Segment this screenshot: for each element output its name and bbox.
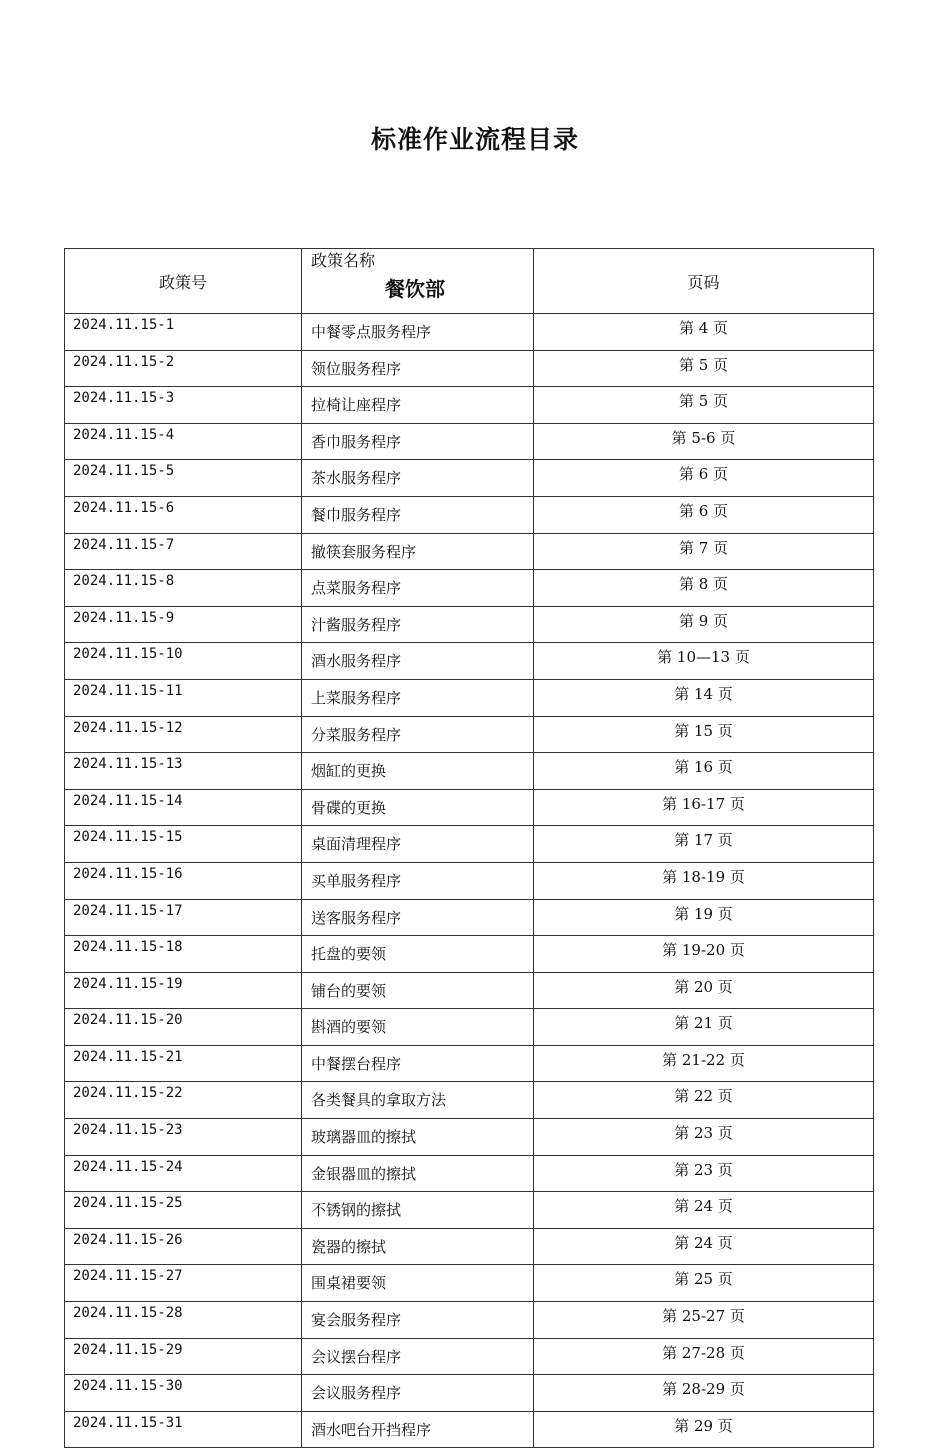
policy-name-cell: 买单服务程序 [302,862,534,899]
page-range-cell: 第 20 页 [534,972,874,1009]
policy-number-cell: 2024.11.15-12 [65,716,302,753]
policy-number-cell: 2024.11.15-3 [65,387,302,424]
policy-number-cell: 2024.11.15-19 [65,972,302,1009]
toc-table [64,248,874,1448]
policy-name-cell: 桌面清理程序 [302,826,534,863]
table-row [65,789,874,826]
table-row [65,826,874,863]
page-range-cell: 第 25 页 [534,1265,874,1302]
table-row [65,1228,874,1265]
page-range-cell: 第 28-29 页 [534,1375,874,1412]
page-range-cell: 第 9 页 [534,606,874,643]
policy-name-cell: 茶水服务程序 [302,460,534,497]
header-policy-name: 政策名称 [311,251,376,270]
table-row [65,972,874,1009]
page-range-cell: 第 6 页 [534,460,874,497]
header-policy-no: 政策号 [65,249,302,314]
policy-name-cell: 金银器皿的擦拭 [302,1155,534,1192]
table-row [65,936,874,973]
table-row [65,862,874,899]
table-row [65,679,874,716]
policy-name-cell: 分菜服务程序 [302,716,534,753]
page-range-cell: 第 7 页 [534,533,874,570]
table-row [65,496,874,533]
header-page: 页码 [534,249,874,314]
header-department: 餐饮部 [385,277,445,301]
toc-body [65,249,874,1448]
page-range-cell: 第 27-28 页 [534,1338,874,1375]
policy-name-cell: 汁酱服务程序 [302,606,534,643]
policy-name-cell: 上菜服务程序 [302,679,534,716]
policy-name-cell: 领位服务程序 [302,350,534,387]
policy-number-cell: 2024.11.15-14 [65,789,302,826]
policy-name-cell: 烟缸的更换 [302,753,534,790]
policy-name-cell: 会议摆台程序 [302,1338,534,1375]
page-range-cell: 第 17 页 [534,826,874,863]
policy-name-cell: 撤筷套服务程序 [302,533,534,570]
table-row [65,643,874,680]
page-range-cell: 第 14 页 [534,679,874,716]
table-row [65,1009,874,1046]
table-row [65,753,874,790]
policy-number-cell: 2024.11.15-31 [65,1411,302,1448]
policy-number-cell: 2024.11.15-2 [65,350,302,387]
policy-number-cell: 2024.11.15-25 [65,1192,302,1229]
policy-number-cell: 2024.11.15-8 [65,570,302,607]
page-range-cell: 第 19 页 [534,899,874,936]
policy-name-cell: 送客服务程序 [302,899,534,936]
policy-name-cell: 斟酒的要领 [302,1009,534,1046]
table-row [65,899,874,936]
page-range-cell: 第 15 页 [534,716,874,753]
policy-name-cell: 宴会服务程序 [302,1302,534,1339]
page-range-cell: 第 24 页 [534,1192,874,1229]
policy-name-cell: 香巾服务程序 [302,423,534,460]
policy-name-cell: 拉椅让座程序 [302,387,534,424]
page-range-cell: 第 29 页 [534,1411,874,1448]
policy-number-cell: 2024.11.15-20 [65,1009,302,1046]
policy-number-cell: 2024.11.15-24 [65,1155,302,1192]
policy-number-cell: 2024.11.15-4 [65,423,302,460]
policy-number-cell: 2024.11.15-6 [65,496,302,533]
table-row [65,1302,874,1339]
page-range-cell: 第 21 页 [534,1009,874,1046]
policy-number-cell: 2024.11.15-26 [65,1228,302,1265]
policy-name-cell: 酒水吧台开挡程序 [302,1411,534,1448]
page-range-cell: 第 24 页 [534,1228,874,1265]
page-range-cell: 第 25-27 页 [534,1302,874,1339]
policy-name-cell: 不锈钢的擦拭 [302,1192,534,1229]
page-title: 标准作业流程目录 [370,125,579,154]
policy-number-cell: 2024.11.15-11 [65,679,302,716]
policy-number-cell: 2024.11.15-5 [65,460,302,497]
policy-number-cell: 2024.11.15-16 [65,862,302,899]
page-range-cell: 第 10—13 页 [534,643,874,680]
table-row [65,314,874,351]
policy-number-cell: 2024.11.15-27 [65,1265,302,1302]
page-range-cell: 第 5-6 页 [534,423,874,460]
policy-name-cell: 瓷器的擦拭 [302,1228,534,1265]
policy-number-cell: 2024.11.15-29 [65,1338,302,1375]
table-row [65,606,874,643]
policy-number-cell: 2024.11.15-23 [65,1119,302,1156]
policy-name-cell: 中餐摆台程序 [302,1045,534,1082]
policy-number-cell: 2024.11.15-13 [65,753,302,790]
policy-name-cell: 餐巾服务程序 [302,496,534,533]
policy-name-cell: 会议服务程序 [302,1375,534,1412]
table-row [65,1192,874,1229]
table-row [65,533,874,570]
policy-number-cell: 2024.11.15-30 [65,1375,302,1412]
page-range-cell: 第 16 页 [534,753,874,790]
policy-name-cell: 点菜服务程序 [302,570,534,607]
policy-number-cell: 2024.11.15-28 [65,1302,302,1339]
table-row [65,387,874,424]
table-row [65,1082,874,1119]
policy-name-cell: 酒水服务程序 [302,643,534,680]
page-range-cell: 第 23 页 [534,1155,874,1192]
page-range-cell: 第 16-17 页 [534,789,874,826]
table-row [65,570,874,607]
page-range-cell: 第 21-22 页 [534,1045,874,1082]
policy-number-cell: 2024.11.15-22 [65,1082,302,1119]
table-row [65,423,874,460]
table-row [65,716,874,753]
policy-number-cell: 2024.11.15-10 [65,643,302,680]
policy-number-cell: 2024.11.15-17 [65,899,302,936]
policy-name-cell: 铺台的要领 [302,972,534,1009]
page-range-cell: 第 23 页 [534,1119,874,1156]
page-range-cell: 第 4 页 [534,314,874,351]
table-row [65,1119,874,1156]
page-range-cell: 第 19-20 页 [534,936,874,973]
page-range-cell: 第 18-19 页 [534,862,874,899]
page-range-cell: 第 6 页 [534,496,874,533]
policy-number-cell: 2024.11.15-21 [65,1045,302,1082]
policy-name-cell: 围桌裙要领 [302,1265,534,1302]
page-range-cell: 第 5 页 [534,350,874,387]
policy-name-cell: 骨碟的更换 [302,789,534,826]
policy-number-cell: 2024.11.15-18 [65,936,302,973]
table-header-row [65,249,874,314]
table-row [65,460,874,497]
page-range-cell: 第 8 页 [534,570,874,607]
table-row [65,350,874,387]
policy-name-cell: 托盘的要领 [302,936,534,973]
table-row [65,1155,874,1192]
policy-name-cell: 中餐零点服务程序 [302,314,534,351]
policy-number-cell: 2024.11.15-7 [65,533,302,570]
policy-name-cell: 各类餐具的拿取方法 [302,1082,534,1119]
policy-number-cell: 2024.11.15-9 [65,606,302,643]
table-row [65,1411,874,1448]
table-row [65,1265,874,1302]
policy-number-cell: 2024.11.15-15 [65,826,302,863]
policy-name-cell: 玻璃器皿的擦拭 [302,1119,534,1156]
policy-number-cell: 2024.11.15-1 [65,314,302,351]
table-row [65,1045,874,1082]
table-row [65,1375,874,1412]
page-range-cell: 第 22 页 [534,1082,874,1119]
page-range-cell: 第 5 页 [534,387,874,424]
header-policy-name-cell [302,249,534,314]
